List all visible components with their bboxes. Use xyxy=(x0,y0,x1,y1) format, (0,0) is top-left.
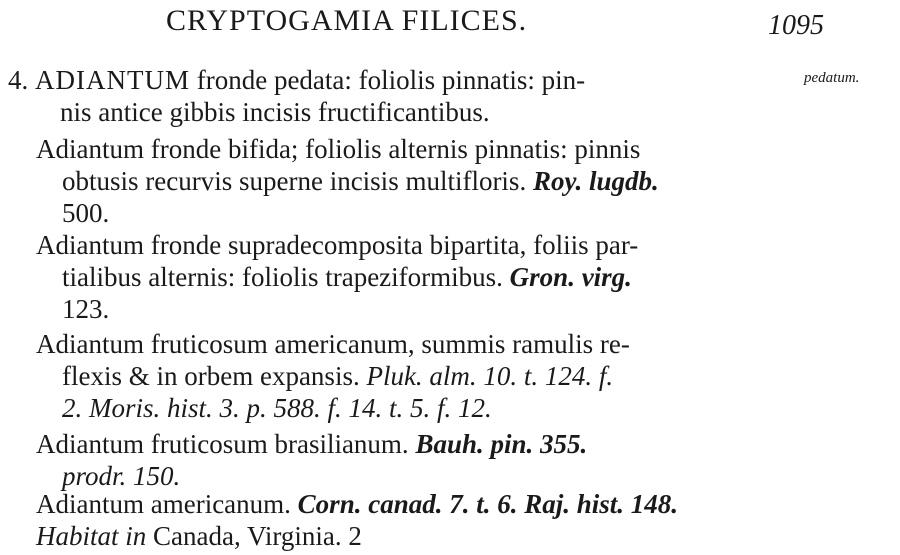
citation: Roy. lugdb. xyxy=(532,166,659,196)
habitat-text: Canada, Virginia. xyxy=(146,521,349,551)
citation: Bauh. pin. 355. xyxy=(415,429,588,459)
synonym-text: flexis & in orbem expansis. xyxy=(62,361,367,391)
running-header-title: CRYPTOGAMIA FILICES. xyxy=(166,4,528,37)
species-number: 4. xyxy=(8,65,29,95)
diagnosis-text: fronde pedata: foliolis pinnatis: pin- xyxy=(189,65,586,95)
synonym-text: tialibus alternis: foliolis trapeziformibus. xyxy=(62,262,510,292)
entry-line-5: 500. xyxy=(62,198,110,228)
entry-line-4 xyxy=(62,165,862,197)
perennial-symbol: 2 xyxy=(348,521,362,551)
genus-name: ADIANTUM xyxy=(35,65,190,95)
entry-line-3: Adiantum fronde bifida; foliolis alternis pinnatis: pinnis xyxy=(36,134,641,164)
citation: Pluk. alm. 10. t. 124. f. xyxy=(366,361,614,391)
entry-line-14 xyxy=(36,488,836,520)
page-number: 1095 xyxy=(768,10,824,41)
entry-line-9: Adiantum fruticosum americanum, summis ramulis re- xyxy=(36,329,630,359)
entry-line-15 xyxy=(36,520,836,552)
citation: Corn. canad. 7. t. 6. Raj. hist. 148. xyxy=(297,489,678,519)
citation: Gron. virg. xyxy=(509,262,632,292)
synonym-text: obtusis recurvis superne incisis multifloris. xyxy=(62,166,533,196)
entry-line-8: 123. xyxy=(62,294,110,324)
entry-line-2: nis antice gibbis incisis fructificantibus. xyxy=(60,97,490,127)
margin-species-name: pedatum. xyxy=(804,70,860,86)
entry-line-6: Adiantum fronde supradecomposita bipartita, foliis par- xyxy=(36,230,639,260)
entry-line-11: 2. Moris. hist. 3. p. 588. f. 14. t. 5. f. 12. xyxy=(62,393,492,423)
synonym-text: Adiantum fruticosum brasilianum. xyxy=(36,429,416,459)
habitat-label: Habitat in xyxy=(36,521,147,551)
synonym-text: Adiantum americanum. xyxy=(36,489,298,519)
entry-line-13: prodr. 150. xyxy=(62,461,181,491)
entry-line-12 xyxy=(36,428,836,460)
entry-line-1 xyxy=(8,64,808,96)
entry-line-7 xyxy=(62,261,862,293)
entry-line-10 xyxy=(62,360,862,392)
